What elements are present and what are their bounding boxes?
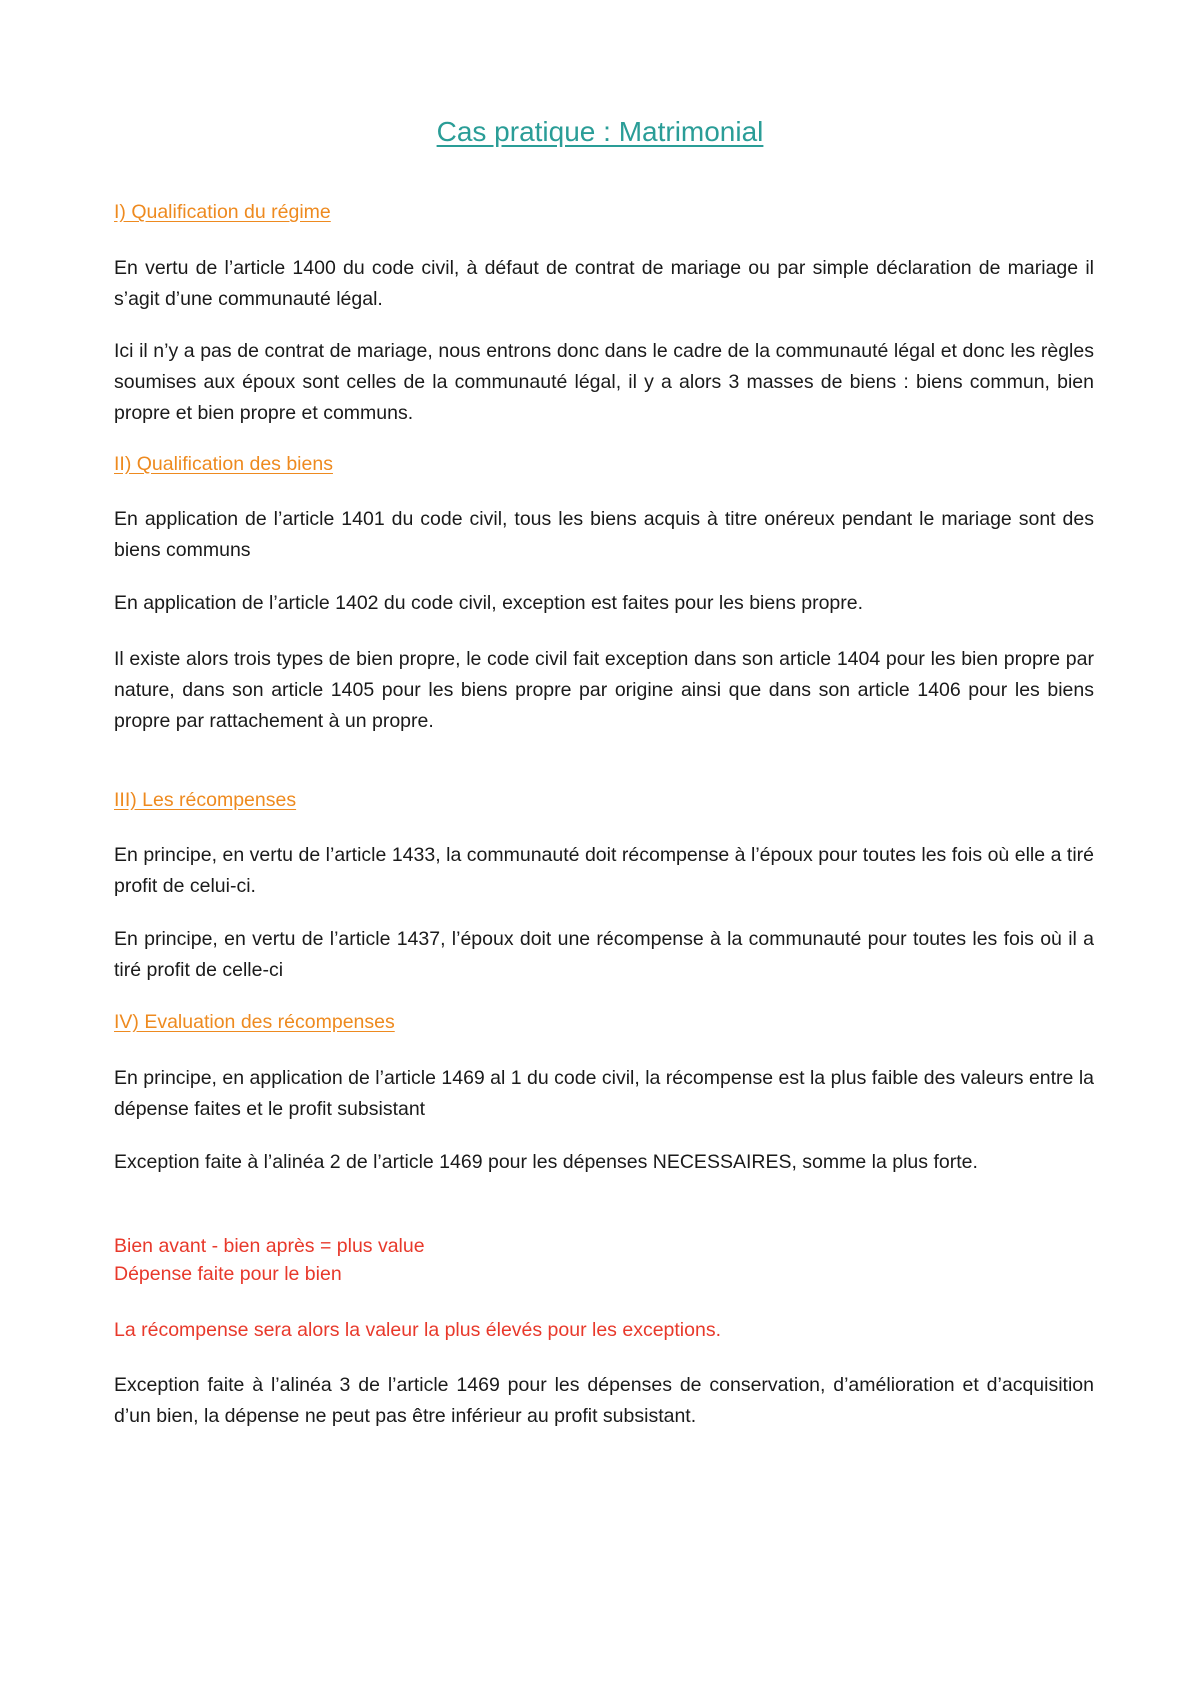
paragraph-4-final: Exception faite à l’alinéa 3 de l’article 1469 pour les dépenses de conservation, d’amélioration et d’acquisition d’un bien, la dépense ne peut pas être inférieur au profit subsistant. <box>114 1374 1094 1427</box>
paragraph-3-1: En principe, en vertu de l’article 1433, la communauté doit récompense à l’époux pour toutes les fois où elle a tiré profit de celui-ci. <box>114 844 1094 897</box>
paragraph-3-2: En principe, en vertu de l’article 1437, l’époux doit une récompense à la communauté pour toutes les fois où il a tiré profit de celle-ci <box>114 928 1094 981</box>
paragraph-1-2: Ici il n’y a pas de contrat de mariage, nous entrons donc dans le cadre de la communauté légal et donc les règles soumises aux époux sont celles de la communauté légal, il y a alors 3 masses de biens : biens commun, bien propre et bien propre et communs. <box>114 340 1094 424</box>
highlight-paragraph: La récompense sera alors la valeur la plus élevés pour les exceptions. <box>114 1319 721 1341</box>
section-heading-2: II) Qualification des biens <box>114 453 333 475</box>
section-heading-1: I) Qualification du régime <box>114 201 331 223</box>
paragraph-4-1: En principe, en application de l’article 1469 al 1 du code civil, la récompense est la plus faible des valeurs entre la dépense faites et le profit subsistant <box>114 1067 1094 1120</box>
paragraph-4-2: Exception faite à l’alinéa 2 de l’article 1469 pour les dépenses NECESSAIRES, somme la plus forte. <box>114 1151 978 1173</box>
formula-line-1: Bien avant - bien après = plus value <box>114 1235 425 1257</box>
section-heading-4: IV) Evaluation des récompenses <box>114 1011 395 1033</box>
paragraph-2-2: En application de l’article 1402 du code civil, exception est faites pour les biens propre. <box>114 592 864 614</box>
formula-line-2: Dépense faite pour le bien <box>114 1263 342 1285</box>
paragraph-2-3: Il existe alors trois types de bien propre, le code civil fait exception dans son article 1404 pour les bien propre par nature, dans son article 1405 pour les biens propre par origine ainsi que dans son article 1406 pour les biens propre par rattachement à un propre. <box>114 648 1094 732</box>
section-heading-3: III) Les récompenses <box>114 789 297 811</box>
page-title: Cas pratique : Matrimonial <box>436 116 764 147</box>
paragraph-1-1: En vertu de l’article 1400 du code civil, à défaut de contrat de mariage ou par simple déclaration de mariage il s’agit d’une communauté légal. <box>114 257 1094 310</box>
paragraph-2-1: En application de l’article 1401 du code civil, tous les biens acquis à titre onéreux pendant le mariage sont des biens communs <box>114 508 1094 561</box>
